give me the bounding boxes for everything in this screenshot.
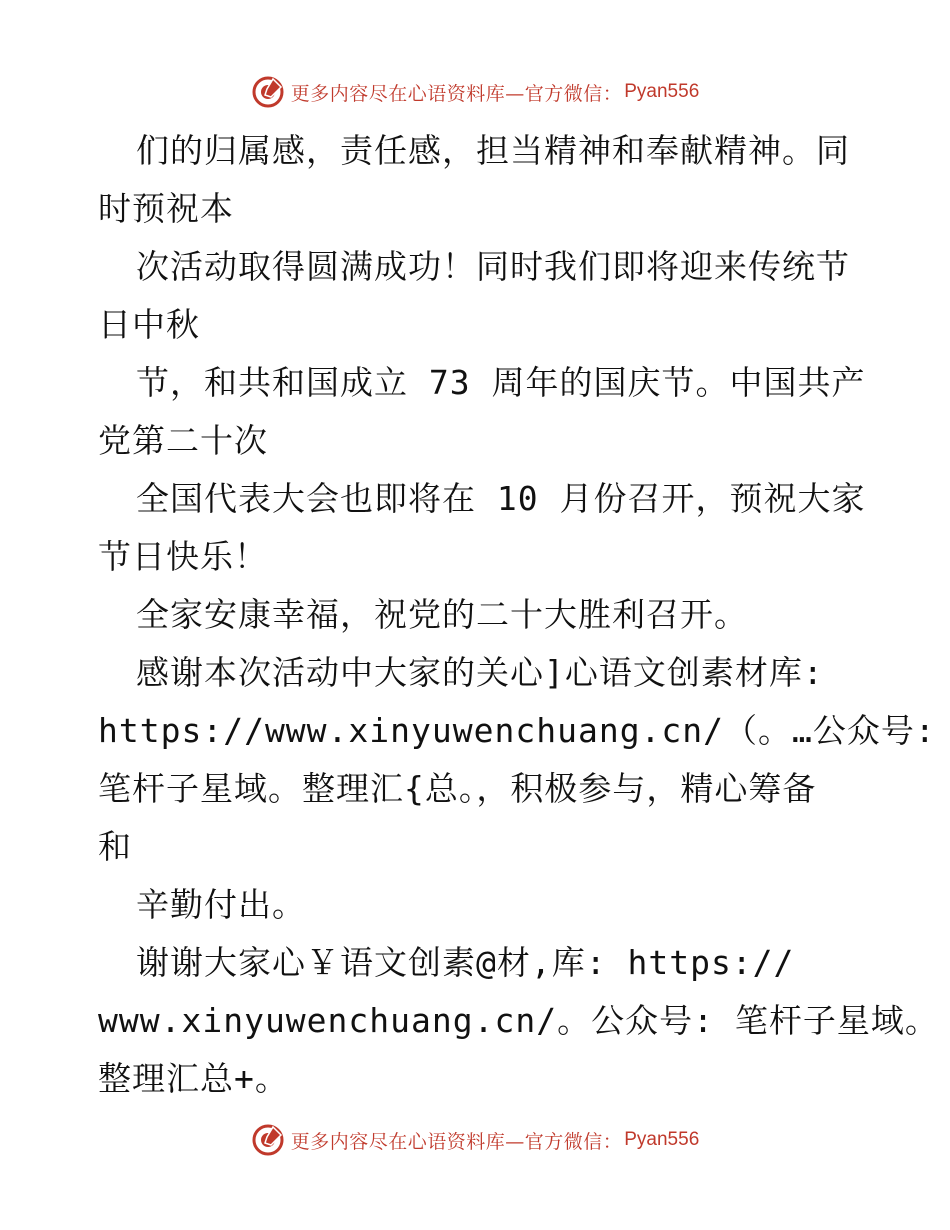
url-text-line: https://www.xinyuwenchuang.cn/（。…公众号:	[98, 711, 936, 750]
brand-logo-icon	[251, 75, 285, 109]
paragraph	[98, 238, 858, 354]
text-line: 和	[98, 827, 132, 866]
paragraph	[98, 470, 866, 586]
text-line: 谢谢大家心￥语文创素@材,库: https://	[136, 943, 795, 982]
paragraph	[98, 122, 858, 238]
text-line: 日中秋	[98, 305, 200, 344]
paragraph	[98, 934, 939, 1108]
paragraph	[98, 876, 858, 934]
header-watermark	[0, 72, 950, 112]
paragraph	[98, 354, 866, 470]
footer-watermark	[0, 1120, 950, 1160]
url-text-line: www.xinyuwenchuang.cn/。公众号: 笔杆子星域。	[98, 1001, 939, 1040]
text-line: 笔杆子星域。整理汇{总。，积极参与，精心筹备	[98, 769, 817, 808]
watermark-text: 更多内容尽在心语资料库—官方微信：	[290, 1130, 623, 1153]
text-line: 全国代表大会也即将在 10 月份召开，预祝大家	[136, 479, 866, 518]
text-line: 节日快乐！	[98, 537, 268, 576]
text-line: 们的归属感，责任感，担当精神和奉献精神。同	[136, 131, 850, 170]
text-line: 党第二十次	[98, 421, 268, 460]
brand-logo-icon	[251, 1123, 285, 1157]
text-line: 辛勤付出。	[136, 885, 306, 924]
document-body	[98, 122, 939, 1108]
text-line: 次活动取得圆满成功！同时我们即将迎来传统节	[136, 247, 850, 286]
text-line: 时预祝本	[98, 189, 234, 228]
text-line: 感谢本次活动中大家的关心]心语文创素材库:	[136, 653, 824, 692]
watermark-contact: Pyan556	[624, 1129, 700, 1150]
paragraph	[98, 644, 936, 876]
text-line: 整理汇总+。	[98, 1059, 289, 1098]
watermark-text: 更多内容尽在心语资料库—官方微信：	[290, 82, 623, 105]
paragraph	[98, 586, 858, 644]
text-line: 全家安康幸福，祝党的二十大胜利召开。	[136, 595, 748, 634]
text-line: 节，和共和国成立 73 周年的国庆节。中国共产	[136, 363, 866, 402]
watermark-contact: Pyan556	[624, 81, 700, 102]
